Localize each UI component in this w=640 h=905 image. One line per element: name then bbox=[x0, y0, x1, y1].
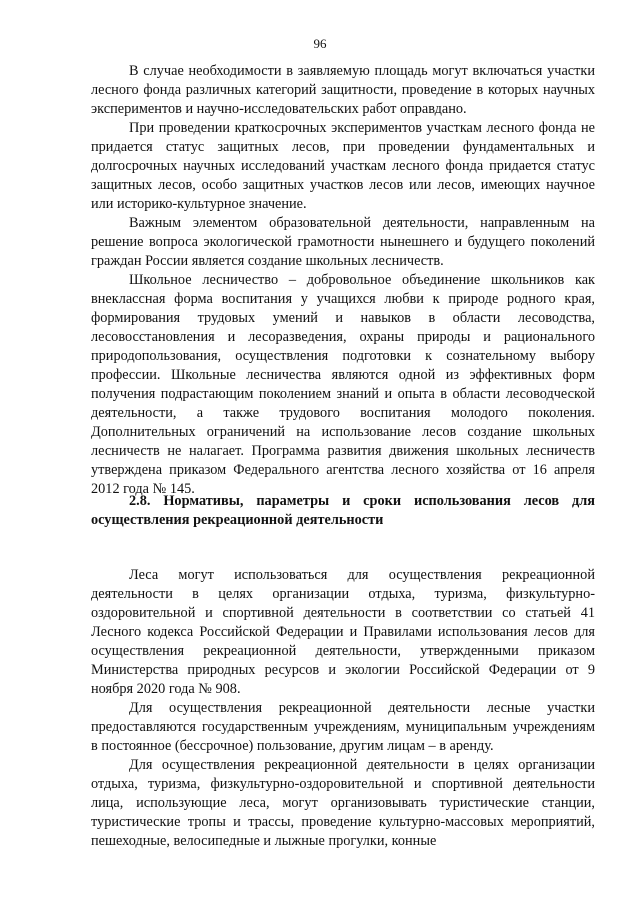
section-heading-block bbox=[91, 492, 595, 530]
paragraph: При проведении краткосрочных экспериментов участкам лесного фонда не придается статус защитных лесов, при проведении фундаментальных и долгосрочных научных исследований участкам лесного фонда придается статус защитных лесов, особо защитных участков лесов или лесов, имеющих научное или историко-культурное значение. bbox=[91, 120, 595, 212]
section-heading: 2.8. Нормативы, параметры и сроки использования лесов для осуществления рекреационной деятельности bbox=[91, 493, 595, 528]
paragraph: Школьное лесничество – добровольное объединение школьников как внеклассная форма воспитания у учащихся любви к природе родного края, формирования трудовых умений и навыков в области лесоводства, лесовосстановления и лесоразведения, охраны природы и рационального природопользования, осуществления подготовки к сознательному выбору профессии. Школьные лесничества являются одной из эффективных форм получения подрастающим поколением знаний и опыта в области лесоводческой деятельности, а также трудового воспитания молодого поколения. Дополнительных ограничений на использование лесов создание школьных лесничеств не налагает. Программа развития движения школьных лесничеств утверждена приказом Федерального агентства лесного хозяйства от 16 апреля 2012 года № 145. bbox=[91, 272, 595, 497]
body-text-top bbox=[91, 62, 595, 499]
paragraph: Для осуществления рекреационной деятельности лесные участки предоставляются государственным учреждениям, муниципальным учреждениям в постоянное (бессрочное) пользование, другим лицам – в аренду. bbox=[91, 700, 595, 754]
paragraph: В случае необходимости в заявляемую площадь могут включаться участки лесного фонда различных категорий защитности, проведение в которых научных экспериментов и научно-исследовательских работ оправдано. bbox=[91, 63, 595, 117]
page-number: 96 bbox=[313, 36, 327, 51]
paragraph: Для осуществления рекреационной деятельности в целях организации отдыха, туризма, физкультурно-оздоровительной и спортивной деятельности лица, использующие леса, могут организовывать туристические станции, туристические тропы и трассы, проведение культурно-массовых мероприятий, пешеходные, велосипедные и лыжные прогулки, конные bbox=[91, 757, 595, 849]
paragraph: Важным элементом образовательной деятельности, направленным на решение вопроса экологической грамотности нынешнего и будущего поколений граждан России является создание школьных лесничеств. bbox=[91, 215, 595, 269]
body-text-bottom bbox=[91, 566, 595, 851]
paragraph: Леса могут использоваться для осуществления рекреационной деятельности в целях организации отдыха, туризма, физкультурно-оздоровительной и спортивной деятельности в соответствии со статьей 41 Лесного кодекса Российской Федерации и Правилами использования лесов для осуществления рекреационной деятельности, утвержденными приказом Министерства природных ресурсов и экологии Российской Федерации от 9 ноября 2020 года № 908. bbox=[91, 567, 595, 697]
